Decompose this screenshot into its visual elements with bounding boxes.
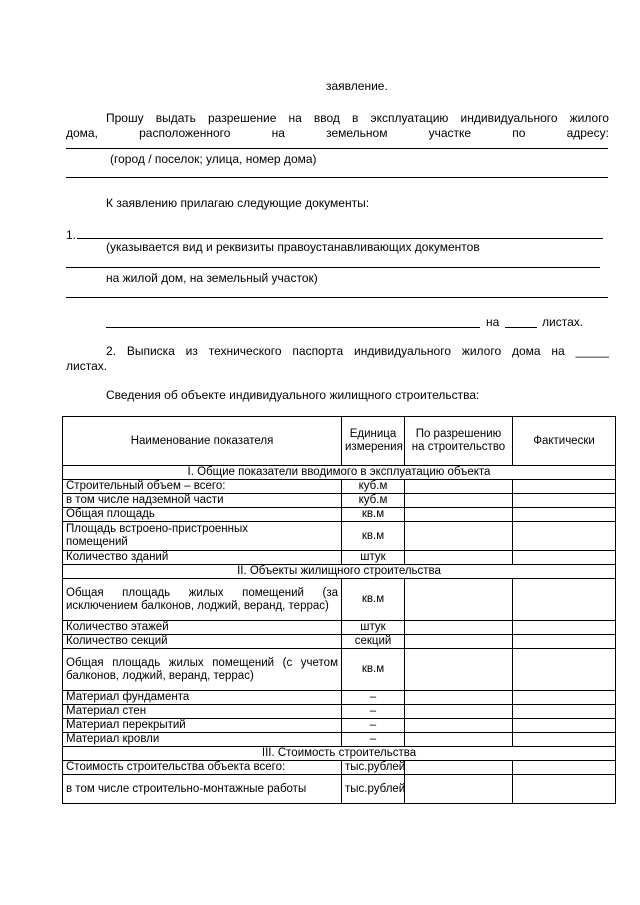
unit-cell: кв.м bbox=[342, 579, 405, 621]
word: Прошу bbox=[106, 111, 144, 125]
object-info-title: Сведения об объекте индивидуального жилищного строительства: bbox=[106, 388, 480, 402]
word: 2. bbox=[106, 344, 117, 358]
table-row bbox=[63, 635, 616, 649]
table-row bbox=[63, 494, 616, 508]
actual-value-cell[interactable] bbox=[513, 508, 616, 522]
word: индивидуального bbox=[354, 344, 451, 358]
word: земельном bbox=[326, 126, 388, 140]
sheets-on: на bbox=[486, 315, 500, 329]
unit-cell: тыс.рублей bbox=[342, 775, 405, 804]
unit-cell: куб.м bbox=[342, 494, 405, 508]
indicator-name: Материал фундамента bbox=[63, 691, 342, 705]
permit-value-cell[interactable] bbox=[405, 522, 513, 551]
word: Выписка bbox=[126, 344, 175, 358]
table-row bbox=[63, 579, 616, 621]
unit-cell: – bbox=[342, 691, 405, 705]
word: жилого bbox=[569, 111, 609, 125]
permit-value-cell[interactable] bbox=[405, 480, 513, 494]
word: технического bbox=[208, 344, 282, 358]
unit-cell: куб.м bbox=[342, 480, 405, 494]
actual-value-cell[interactable] bbox=[513, 691, 616, 705]
indicator-name: Количество зданий bbox=[63, 551, 342, 565]
actual-value-cell[interactable] bbox=[513, 480, 616, 494]
indicator-name: Материал перекрытий bbox=[63, 719, 342, 733]
permit-value-cell[interactable] bbox=[405, 705, 513, 719]
unit-cell: кв.м bbox=[342, 522, 405, 551]
word: расположенного bbox=[139, 126, 231, 140]
word: участке bbox=[428, 126, 472, 140]
permit-value-cell[interactable] bbox=[405, 775, 513, 804]
word: на bbox=[288, 111, 302, 125]
permit-value-cell[interactable] bbox=[405, 761, 513, 775]
word: паспорта bbox=[292, 344, 344, 358]
actual-value-cell[interactable] bbox=[513, 649, 616, 691]
item-1-blank-line-2[interactable] bbox=[66, 267, 600, 268]
item-1-hint-2: на жилой дом, на земельный участок) bbox=[106, 271, 318, 285]
sheets-label: листах. bbox=[542, 315, 584, 329]
word: _____ bbox=[575, 344, 609, 358]
actual-value-cell[interactable] bbox=[513, 494, 616, 508]
item-1-hint-1: (указывается вид и реквизиты правоустанавливающих документов bbox=[106, 240, 480, 254]
header-actual: Фактически bbox=[513, 417, 616, 466]
unit-cell: – bbox=[342, 733, 405, 747]
request-line-2 bbox=[66, 126, 609, 140]
actual-value-cell[interactable] bbox=[513, 621, 616, 635]
permit-value-cell[interactable] bbox=[405, 719, 513, 733]
indicator-name: Количество секций bbox=[63, 635, 342, 649]
word: по bbox=[512, 126, 526, 140]
indicator-name: Материал кровли bbox=[63, 733, 342, 747]
indicator-name: Строительный объем – всего: bbox=[63, 480, 342, 494]
table-row bbox=[63, 621, 616, 635]
actual-value-cell[interactable] bbox=[513, 705, 616, 719]
indicator-name: Общая площадь жилых помещений (с учетом балконов, лоджий, веранд, террас) bbox=[63, 649, 342, 691]
unit-cell: – bbox=[342, 705, 405, 719]
header-unit: Единица измерения bbox=[342, 417, 405, 466]
item-2-line-1 bbox=[106, 344, 609, 358]
item-1-blank-line[interactable] bbox=[77, 238, 603, 239]
permit-value-cell[interactable] bbox=[405, 733, 513, 747]
document-title: заявление. bbox=[326, 79, 388, 93]
indicator-name: Общая площадь жилых помещений (за исключением балконов, лоджий, веранд, террас) bbox=[63, 579, 342, 621]
item-1-blank-line-3[interactable] bbox=[66, 297, 608, 298]
section-title: II. Объекты жилищного строительства bbox=[63, 565, 616, 579]
permit-value-cell[interactable] bbox=[405, 691, 513, 705]
object-indicators-table bbox=[62, 416, 616, 804]
table-row bbox=[63, 522, 616, 551]
address-blank-line-1[interactable] bbox=[66, 148, 608, 149]
table-row bbox=[63, 705, 616, 719]
table-row bbox=[63, 691, 616, 705]
permit-value-cell[interactable] bbox=[405, 551, 513, 565]
table-row bbox=[63, 761, 616, 775]
attachments-intro: К заявлению прилагаю следующие документы: bbox=[106, 196, 370, 210]
table-row bbox=[63, 480, 616, 494]
permit-value-cell[interactable] bbox=[405, 494, 513, 508]
table-row bbox=[63, 551, 616, 565]
header-indicator: Наименование показателя bbox=[63, 417, 342, 466]
indicator-name: в том числе надземной части bbox=[63, 494, 342, 508]
section-row bbox=[63, 565, 616, 579]
indicator-name: Стоимость строительства объекта всего: bbox=[63, 761, 342, 775]
word: в bbox=[352, 111, 359, 125]
table-row bbox=[63, 508, 616, 522]
indicator-name: Площадь встроено-пристроенных помещений bbox=[63, 522, 342, 551]
word: жилого bbox=[461, 344, 502, 358]
unit-cell: штук bbox=[342, 621, 405, 635]
item-2-line-2: листах. bbox=[66, 359, 108, 373]
actual-value-cell[interactable] bbox=[513, 635, 616, 649]
sheets-blank-line[interactable] bbox=[106, 327, 480, 328]
word: индивидуального bbox=[460, 111, 558, 125]
actual-value-cell[interactable] bbox=[513, 775, 616, 804]
permit-value-cell[interactable] bbox=[405, 621, 513, 635]
unit-cell: кв.м bbox=[342, 649, 405, 691]
actual-value-cell[interactable] bbox=[513, 579, 616, 621]
word: на bbox=[271, 126, 285, 140]
word: ввод bbox=[313, 111, 340, 125]
word: на bbox=[551, 344, 565, 358]
section-row bbox=[63, 466, 616, 480]
word: разрешение bbox=[208, 111, 277, 125]
unit-cell: штук bbox=[342, 551, 405, 565]
permit-value-cell[interactable] bbox=[405, 635, 513, 649]
table-row bbox=[63, 649, 616, 691]
item-1-number: 1. bbox=[66, 228, 77, 242]
section-row bbox=[63, 747, 616, 761]
unit-cell: тыс.рублей bbox=[342, 761, 405, 775]
word: дома, bbox=[66, 126, 98, 140]
table-row bbox=[63, 733, 616, 747]
actual-value-cell[interactable] bbox=[513, 522, 616, 551]
sheets-count-blank[interactable] bbox=[505, 327, 537, 328]
unit-cell: – bbox=[342, 719, 405, 733]
section-title: I. Общие показатели вводимого в эксплуатацию объекта bbox=[63, 466, 616, 480]
word: адресу: bbox=[566, 126, 609, 140]
unit-cell: кв.м bbox=[342, 508, 405, 522]
table-row bbox=[63, 719, 616, 733]
actual-value-cell[interactable] bbox=[513, 733, 616, 747]
unit-cell: секций bbox=[342, 635, 405, 649]
word: эксплуатацию bbox=[370, 111, 449, 125]
indicator-name: в том числе строительно-монтажные работы bbox=[63, 775, 342, 804]
permit-value-cell[interactable] bbox=[405, 508, 513, 522]
actual-value-cell[interactable] bbox=[513, 719, 616, 733]
permit-value-cell[interactable] bbox=[405, 649, 513, 691]
permit-value-cell[interactable] bbox=[405, 579, 513, 621]
section-title: III. Стоимость строительства bbox=[63, 747, 616, 761]
actual-value-cell[interactable] bbox=[513, 761, 616, 775]
address-hint: (город / поселок; улица, номер дома) bbox=[110, 152, 317, 166]
word: дома bbox=[511, 344, 541, 358]
address-blank-line-2[interactable] bbox=[66, 177, 608, 178]
header-permit: По разрешению на строительство bbox=[405, 417, 513, 466]
indicator-name: Общая площадь bbox=[63, 508, 342, 522]
table-header-row bbox=[63, 417, 616, 466]
table-row bbox=[63, 775, 616, 804]
actual-value-cell[interactable] bbox=[513, 551, 616, 565]
indicator-name: Количество этажей bbox=[63, 621, 342, 635]
word: выдать bbox=[155, 111, 196, 125]
request-line-1 bbox=[106, 111, 609, 125]
indicator-name: Материал стен bbox=[63, 705, 342, 719]
word: из bbox=[185, 344, 198, 358]
